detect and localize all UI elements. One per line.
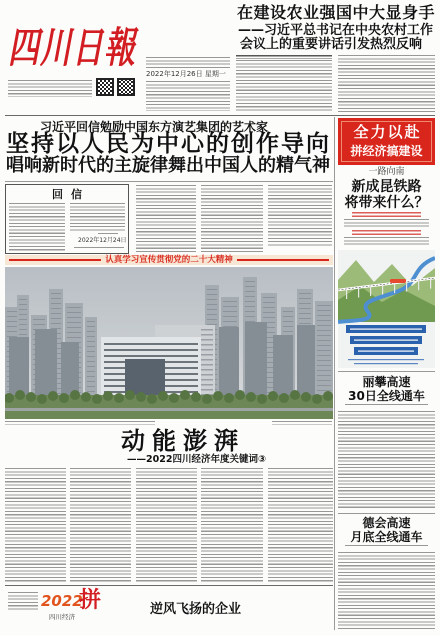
tower-window-row [19, 329, 27, 330]
railway-summary [344, 237, 429, 247]
tower-window-row [317, 315, 331, 316]
train [390, 279, 406, 283]
tower-window-row [51, 318, 61, 319]
tree [136, 392, 146, 402]
tower-window-row [87, 381, 95, 382]
bridge-pier [406, 282, 407, 292]
tower-window-row [207, 304, 217, 305]
tower-window-row [317, 310, 331, 311]
lead-story-body [201, 185, 263, 253]
tree [224, 393, 234, 403]
lead-story-headline: 坚持以人民为中心的创作导向 [6, 131, 331, 157]
office-window-row [201, 369, 213, 371]
railway-red-subtitle [352, 230, 421, 235]
bottom-divider [5, 585, 333, 586]
feature-body [268, 468, 333, 582]
tower-window-row [245, 286, 255, 287]
office-window-row [201, 354, 213, 356]
tower-window-row [317, 360, 331, 361]
tower-window-row [19, 299, 27, 300]
tower-window-row [299, 313, 311, 314]
tree [323, 391, 333, 401]
tower-window-row [51, 323, 61, 324]
campaign-banner [5, 255, 333, 265]
sidebar-divider [338, 513, 435, 514]
tower-window-row [263, 307, 275, 308]
tower-window-row [223, 326, 237, 327]
issue-date: 2022年12月26日 星期一 [146, 70, 226, 78]
qr-code [96, 78, 114, 96]
tree [246, 392, 256, 402]
tower-window-row [19, 314, 27, 315]
main-building-window-row [104, 355, 198, 357]
masthead-publication-info [8, 80, 92, 97]
tower-window-row [207, 314, 217, 315]
tree [180, 390, 190, 400]
illustration-caption-line [354, 363, 418, 364]
logo-caption: 四川经济 [49, 613, 75, 621]
tower-window-row [67, 312, 81, 313]
tower-window-row [317, 350, 331, 351]
tower-window-row [19, 319, 27, 320]
tower-window-row [223, 321, 237, 322]
tree [213, 391, 223, 401]
tower-window-row [283, 326, 293, 327]
top-story-body [338, 55, 435, 113]
bridge-pier [394, 283, 395, 293]
lead-story-body [268, 185, 332, 247]
letter-signature [98, 233, 118, 236]
lead-story-divider [5, 181, 333, 182]
tower-window-row [283, 316, 293, 317]
tower-window-row [317, 370, 331, 371]
tower-window-row [245, 296, 255, 297]
feature-subtitle: ——2022四川经济年度关键词③ [127, 454, 266, 465]
dehui-body [338, 552, 435, 630]
tree [125, 390, 135, 400]
tree [114, 393, 124, 403]
top-story-body [236, 60, 332, 113]
tower-window-row [299, 298, 311, 299]
tree [312, 394, 322, 404]
tower-window-row [223, 311, 237, 312]
tower-window-row [283, 311, 293, 312]
bottom-teaser-headline: 逆风飞扬的企业 [150, 602, 242, 617]
column-divider [334, 117, 335, 630]
tower-window-row [67, 322, 81, 323]
bridge-pier [370, 286, 371, 296]
tower-window-row [317, 340, 331, 341]
lipan-headline: 丽攀高速 [362, 375, 411, 389]
feature-body [136, 468, 197, 582]
tower-window-row [299, 323, 311, 324]
letter-body [70, 203, 125, 231]
tree [147, 394, 157, 404]
tower-window-row [299, 303, 311, 304]
top-story-headline: 在建设农业强国中大显身手 [237, 3, 436, 22]
office-window-row [201, 379, 213, 381]
tower-window-row [317, 345, 331, 346]
tower-window-row [51, 303, 61, 304]
railway-headline: 将带来什么？ [344, 195, 429, 211]
office-window-row [201, 364, 213, 366]
tower-window-row [87, 371, 95, 372]
tower-window-row [87, 361, 95, 362]
top-story-subhead: 会议上的重要讲话引发热烈反响 [240, 37, 423, 52]
feature-title: 动能澎湃 [121, 427, 245, 455]
tower-window-row [263, 312, 275, 313]
tower-window-row [317, 320, 331, 321]
office-window-row [201, 344, 213, 346]
tower-window-row [67, 337, 81, 338]
tower-window-row [7, 321, 17, 322]
office-window-row [201, 389, 213, 391]
tower-window-row [245, 291, 255, 292]
tower-window-row [7, 336, 17, 337]
tower-window-row [67, 307, 81, 308]
section-divider [5, 115, 435, 116]
main-building-window-row [104, 343, 198, 345]
tree [81, 392, 91, 402]
railway-summary [344, 219, 429, 227]
issue-info-top [146, 57, 230, 68]
tree [268, 391, 278, 401]
tower-window-row [207, 319, 217, 320]
bridge-pier [418, 280, 419, 290]
tower-window-row [245, 321, 255, 322]
tower-window-row [317, 335, 331, 336]
tower-window-row [87, 326, 95, 327]
tower-window-row [299, 318, 311, 319]
tree [48, 391, 58, 401]
office-window-row [201, 329, 213, 331]
railway-illustration [338, 250, 435, 368]
tower-window-row [7, 331, 17, 332]
top-story-lead-line [236, 55, 332, 59]
tower-window-row [87, 321, 95, 322]
tower-window-row [299, 293, 311, 294]
dehui-headline: 月底全线通车 [350, 530, 423, 544]
caption-box-text [354, 340, 418, 341]
tower-window-row [87, 386, 95, 387]
tower-window-row [245, 311, 255, 312]
tree [191, 392, 201, 402]
office-window-row [201, 384, 213, 386]
tower-window-row [67, 327, 81, 328]
tower-window-row [87, 351, 95, 352]
tower-window-row [263, 317, 275, 318]
illustration-caption-line [348, 359, 424, 360]
tower-window-row [67, 317, 81, 318]
sidebar-red-banner [338, 118, 435, 165]
tree [235, 390, 245, 400]
railway-kicker: 一路向南 [368, 167, 405, 177]
bridge-pier [346, 289, 347, 299]
tower-window-row [317, 365, 331, 366]
tower-window-row [207, 294, 217, 295]
tree [169, 393, 179, 403]
tower-window-row [87, 331, 95, 332]
lead-story-kicker: 习近平回信勉励中国东方演艺集团的艺术家 [40, 120, 269, 134]
lipan-body [338, 411, 435, 510]
office-window-row [201, 334, 213, 336]
caption-box-text [350, 329, 422, 330]
tower-window-row [317, 330, 331, 331]
tower-window-row [245, 281, 255, 282]
tower-window-row [283, 321, 293, 322]
tree [279, 393, 289, 403]
tower-window-row [19, 324, 27, 325]
tower-window-row [19, 334, 27, 335]
tree [290, 390, 300, 400]
sidebar-banner-line: 拼经济搞建设 [350, 144, 423, 158]
dehui-subtitle [345, 545, 428, 548]
feature-body [201, 468, 263, 582]
city-photo [5, 267, 333, 419]
tower-window-row [223, 301, 237, 302]
letter-body [9, 203, 65, 251]
tower-window-row [51, 313, 61, 314]
tower-window-row [19, 309, 27, 310]
main-building-window-row [104, 349, 198, 351]
railway-headline: 新成昆铁路 [351, 179, 422, 195]
lipan-subtitle [345, 404, 428, 407]
tower-window-row [207, 309, 217, 310]
tower-window-row [87, 336, 95, 337]
road [5, 408, 333, 411]
bridge-pier [358, 288, 359, 298]
tower-window-row [67, 332, 81, 333]
tower-window-row [317, 355, 331, 356]
top-story-subhead: ——习近平总书记在中央农村工作 [238, 23, 434, 38]
logo-year: 2022 [41, 592, 83, 610]
tower-window-row [19, 304, 27, 305]
tower-window-row [207, 324, 217, 325]
tower-window-row [317, 375, 331, 376]
feature-body [5, 468, 66, 582]
masthead-logo: 四川日報 [8, 23, 136, 73]
tower-window-row [207, 299, 217, 300]
sidebar-banner-line: 全力以赴 [353, 123, 422, 141]
lead-story-body [136, 185, 196, 253]
tree [15, 390, 25, 400]
tower-window-row [317, 305, 331, 306]
lipan-headline: 30日全线通车 [348, 389, 425, 403]
office-window-row [201, 374, 213, 376]
economy-series-logo [5, 588, 110, 628]
tower-window-row [7, 316, 17, 317]
sidebar-divider [338, 371, 435, 372]
dehui-headline: 德会高速 [362, 516, 411, 530]
photo-caption [5, 421, 155, 425]
railway-red-subtitle [352, 212, 421, 217]
logo-character: 拼 [79, 588, 102, 613]
tower-window-row [207, 289, 217, 290]
tower-window-row [87, 376, 95, 377]
tower-window-row [317, 390, 331, 391]
tree [37, 394, 47, 404]
qr-code [117, 78, 135, 96]
letter-date: 2022年12月24日 [78, 237, 127, 244]
tower-window-row [87, 341, 95, 342]
bridge-pier [382, 285, 383, 295]
banner-text: 认真学习宣传贯彻党的二十大精神 [105, 255, 233, 265]
tower-window-row [7, 326, 17, 327]
logo-side-text [8, 592, 38, 610]
feature-body [70, 468, 131, 582]
tree [257, 394, 267, 404]
tower-window-row [317, 380, 331, 381]
tree [103, 391, 113, 401]
tower-window-row [317, 325, 331, 326]
bridge-pier [430, 279, 431, 289]
tree [92, 394, 102, 404]
tower-window-row [51, 298, 61, 299]
tower-window-row [223, 306, 237, 307]
tower-window-row [51, 293, 61, 294]
caption-box-text [358, 351, 414, 352]
tower-window-row [317, 385, 331, 386]
office-window-row [201, 359, 213, 361]
office-window-row [201, 349, 213, 351]
letter-box-title: 回信 [52, 188, 90, 201]
tower-window-row [7, 311, 17, 312]
tree [301, 392, 311, 402]
tower-window-row [263, 302, 275, 303]
tower-window-row [299, 308, 311, 309]
letter-box [5, 184, 129, 254]
issue-info-bottom [146, 81, 230, 111]
tree [26, 392, 36, 402]
tree [70, 390, 80, 400]
tower-window-row [87, 366, 95, 367]
office-window-row [201, 339, 213, 341]
photo-credit [272, 421, 332, 425]
tree [59, 393, 69, 403]
tower-window-row [263, 297, 275, 298]
tower-window-row [245, 316, 255, 317]
tower-window-row [51, 308, 61, 309]
tower-window-row [87, 346, 95, 347]
tower-window-row [245, 301, 255, 302]
tower-window-row [87, 356, 95, 357]
tower-window-row [223, 316, 237, 317]
lead-story-headline: 唱响新时代的主旋律舞出中国人的精气神 [6, 155, 330, 176]
tower-window-row [245, 306, 255, 307]
banner-rule-right [237, 259, 329, 261]
tower-window-row [33, 324, 45, 325]
tower-window-row [87, 391, 95, 392]
tower-window-row [283, 331, 293, 332]
tower-window-row [33, 319, 45, 320]
tree [202, 394, 212, 404]
tower-window-row [51, 328, 61, 329]
letter-source [74, 247, 124, 250]
tree [158, 391, 168, 401]
